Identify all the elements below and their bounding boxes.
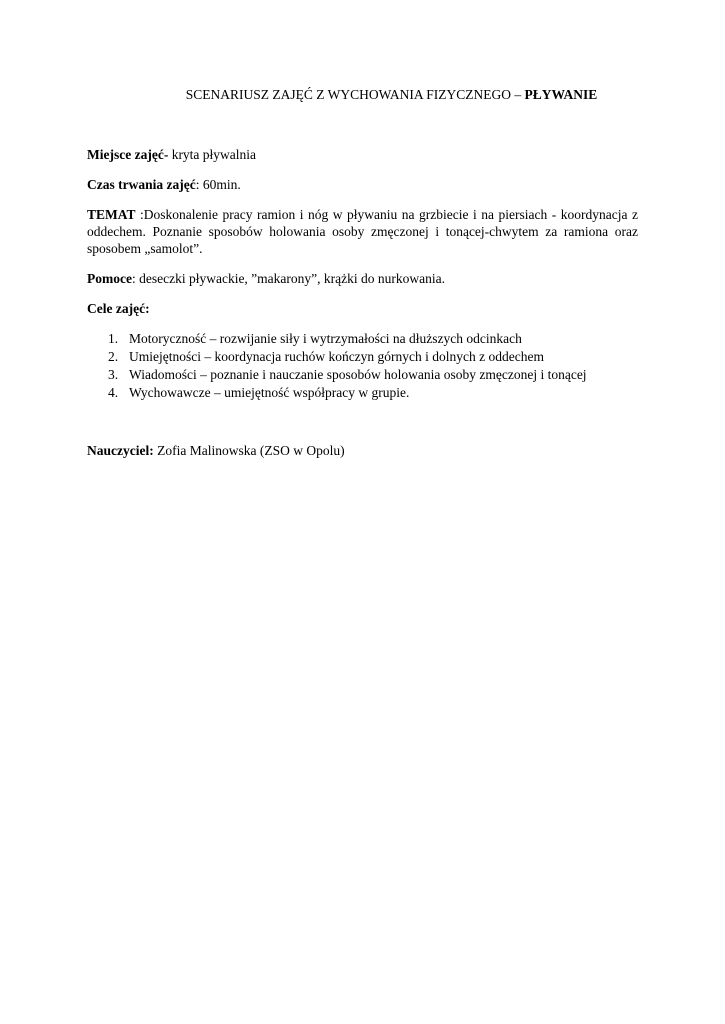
title-bold: PŁYWANIE xyxy=(524,87,598,102)
list-item-number: 1. xyxy=(108,331,119,346)
aids-value: : deseczki pływackie, ”makarony”, krążki do nurkowania. xyxy=(131,271,445,286)
list-item-text: Umiejętności – koordynacja ruchów kończyn górnych i dolnych z oddechem xyxy=(129,349,544,364)
list-item-text: Wychowawcze – umiejętność współpracy w grupie. xyxy=(129,385,410,400)
list-item-text: Wiadomości – poznanie i nauczanie sposobów holowania osoby zmęczonej i tonącej xyxy=(129,367,587,382)
topic-paragraph xyxy=(87,206,638,257)
goals-list xyxy=(87,330,587,402)
topic-label: TEMAT xyxy=(87,207,136,222)
title-prefix: SCENARIUSZ ZAJĘĆ Z WYCHOWANIA FIZYCZNEGO – xyxy=(185,87,525,102)
list-item-number: 2. xyxy=(108,349,119,364)
list-item xyxy=(87,384,587,402)
document-title xyxy=(0,86,725,103)
teacher-line xyxy=(87,442,638,459)
place-label: Miejsce zajęć- xyxy=(87,147,169,162)
place-value: kryta pływalnia xyxy=(168,147,257,162)
place-line xyxy=(87,146,638,163)
duration-value: : 60min. xyxy=(195,177,241,192)
goals-heading xyxy=(87,300,638,317)
list-item xyxy=(87,348,587,366)
duration-line xyxy=(87,176,638,193)
duration-label: Czas trwania zajęć xyxy=(87,177,196,192)
topic-value: :Doskonalenie pracy ramion i nóg w pływaniu na grzbiecie i na piersiach - koordynacja z oddechem. Poznanie sposobów holowania osoby zmęczonej i tonącej-chwytem za ramiona oraz sposobem „samolot”. xyxy=(87,207,638,256)
list-item-text: Motoryczność – rozwijanie siły i wytrzymałości na dłuższych odcinkach xyxy=(129,331,522,346)
aids-line xyxy=(87,270,638,287)
teacher-label: Nauczyciel: xyxy=(87,443,154,458)
list-item xyxy=(87,330,587,348)
list-item-number: 4. xyxy=(108,385,119,400)
teacher-value: Zofia Malinowska (ZSO w Opolu) xyxy=(153,443,345,458)
list-item-number: 3. xyxy=(108,367,119,382)
aids-label: Pomoce xyxy=(87,271,132,286)
goals-label: Cele zajęć: xyxy=(87,301,150,316)
list-item xyxy=(87,366,587,384)
